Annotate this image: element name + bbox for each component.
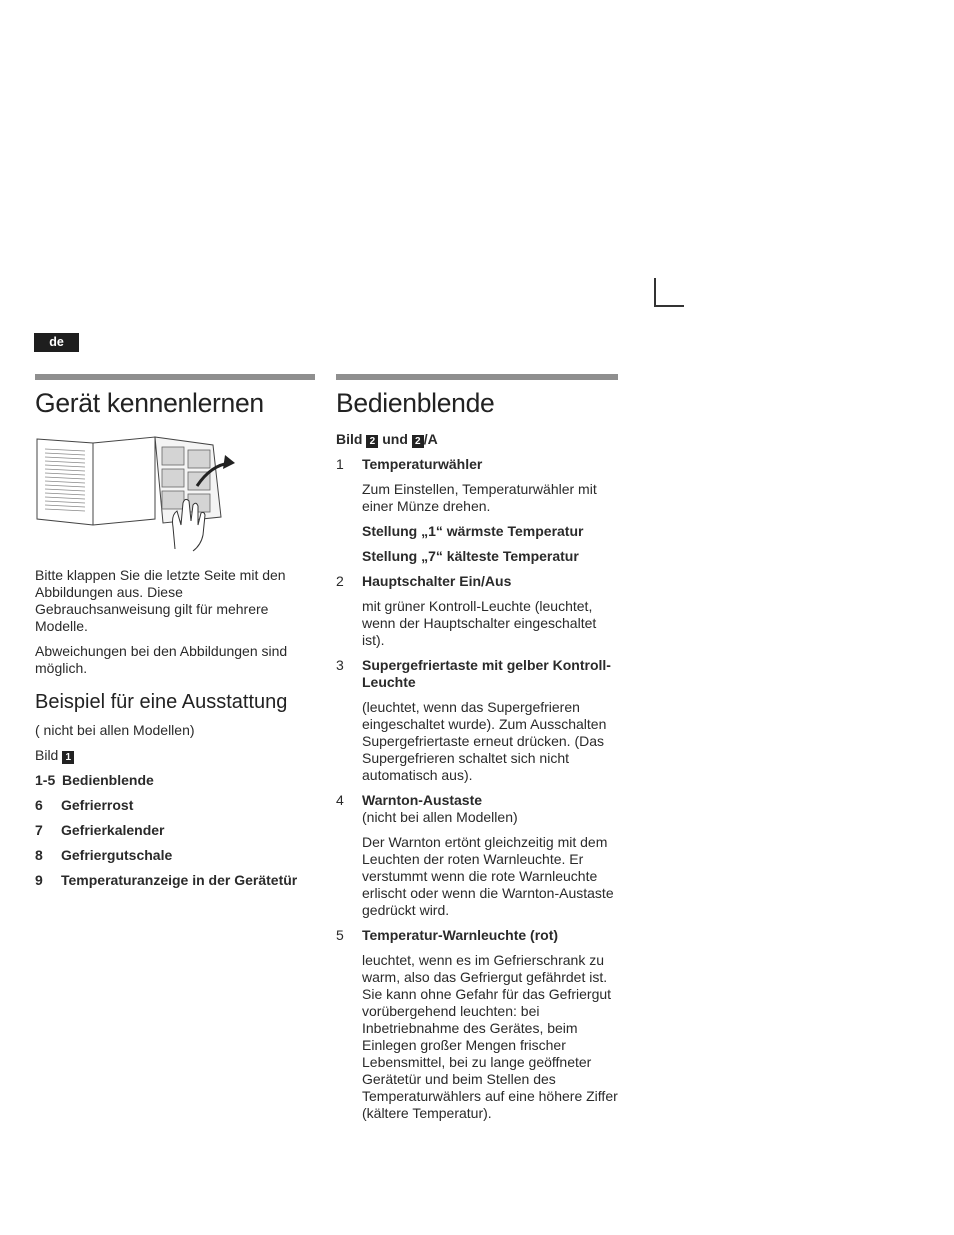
crop-mark-vertical (654, 278, 656, 306)
language-badge: de (34, 333, 79, 352)
section-title: Gerät kennenlernen (35, 388, 264, 418)
item-description: (leuchtet, wenn das Supergefrieren eingeschaltet wurde). Zum Ausschalten Supergefriertaste erneut drücken. (Das Supergefrieren schaltet sich nicht automatisch aus). (362, 699, 607, 783)
figure-reference (336, 431, 618, 448)
section-rule (35, 374, 315, 380)
control-item-main-switch (336, 573, 618, 590)
figure-label: Bild (336, 431, 363, 447)
item-number: 5 (336, 927, 344, 943)
equipment-list (35, 772, 315, 889)
section-rule (336, 374, 618, 380)
figure-reference (35, 747, 315, 764)
item-description: Der Warnton ertönt gleichzeitig mit dem Leuchten der roten Warnleuchte. Er verstummt wenn die rote Warnleuchte erlischt oder wenn die Warnton-Austaste gedrückt wird. (362, 834, 614, 918)
item-label: Gefrierkalender (61, 822, 165, 838)
subsection-title: Beispiel für eine Ausstattung (35, 691, 288, 713)
figure-label: Bild (35, 747, 59, 763)
item-description: leuchtet, wenn es im Gefrierschrank zu warm, also das Gefriergut gefährdet ist. (362, 952, 608, 985)
item-number: 4 (336, 792, 344, 808)
setting-coldest: Stellung „7“ kälteste Temperatur (362, 548, 579, 564)
item-label: Temperatur-Warnleuchte (rot) (362, 927, 559, 943)
list-item (35, 872, 315, 889)
control-item-superfreeze-button (336, 657, 618, 691)
section-title: Bedienblende (336, 388, 495, 418)
figure-number-badge: 1 (62, 751, 74, 764)
control-item-temperature-selector (336, 456, 618, 473)
fold-out-page-illustration (35, 431, 237, 553)
item-label: Supergefriertaste mit gelber Kontroll-Leuchte (362, 657, 611, 690)
list-item (35, 772, 315, 789)
item-number: 3 (336, 657, 344, 673)
list-item (35, 797, 315, 814)
item-number: 6 (35, 797, 43, 813)
crop-mark-horizontal (654, 305, 684, 307)
setting-warmest: Stellung „1“ wärmste Temperatur (362, 523, 584, 539)
item-label-note: (nicht bei allen Modellen) (362, 809, 518, 825)
models-note: ( nicht bei allen Modellen) (35, 722, 195, 738)
item-description-continued: Sie kann ohne Gefahr für das Gefriergut vorübergehend leuchten: bei Inbetriebnahme des Gerätes, beim Einlegen großer Mengen frischer Lebensmittel, bei zu lange geöffneter Gerätetür und beim Stellen des Temperaturwählers auf eine höhere Ziffer (kältere Temperatur). (362, 986, 618, 1121)
item-label: Temperaturanzeige in der Gerätetür (61, 872, 298, 888)
item-number: 1-5 (35, 772, 56, 788)
control-item-alarm-off-button (336, 792, 618, 826)
item-number: 7 (35, 822, 43, 838)
item-number: 1 (336, 456, 344, 472)
item-description: mit grüner Kontroll-Leuchte (leuchtet, wenn der Hauptschalter eingeschaltet ist). (362, 598, 597, 648)
item-label: Gefriergutschale (61, 847, 173, 863)
item-label: Bedienblende (62, 772, 154, 788)
item-label: Gefrierrost (61, 797, 134, 813)
item-label: Warnton-Austaste (362, 792, 483, 808)
control-item-temperature-warning-light (336, 927, 618, 944)
figure-number-badge: 2 (366, 435, 378, 448)
figure-suffix: /A (423, 431, 438, 447)
figure-number-badge: 2 (412, 435, 424, 448)
left-column (35, 374, 315, 897)
figure-and-label: und (382, 431, 408, 447)
item-number: 9 (35, 872, 43, 888)
deviation-note: Abweichungen bei den Abbildungen sind möglich. (35, 643, 288, 676)
item-description: Zum Einstellen, Temperaturwähler mit einer Münze drehen. (362, 481, 597, 514)
item-number: 8 (35, 847, 43, 863)
intro-paragraph: Bitte klappen Sie die letzte Seite mit den Abbildungen aus. Diese Gebrauchsanweisung gilt für mehrere Modelle. (35, 567, 286, 634)
right-column (336, 374, 618, 1130)
item-number: 2 (336, 573, 344, 589)
item-label: Temperaturwähler (362, 456, 483, 472)
list-item (35, 822, 315, 839)
item-label: Hauptschalter Ein/Aus (362, 573, 512, 589)
list-item (35, 847, 315, 864)
